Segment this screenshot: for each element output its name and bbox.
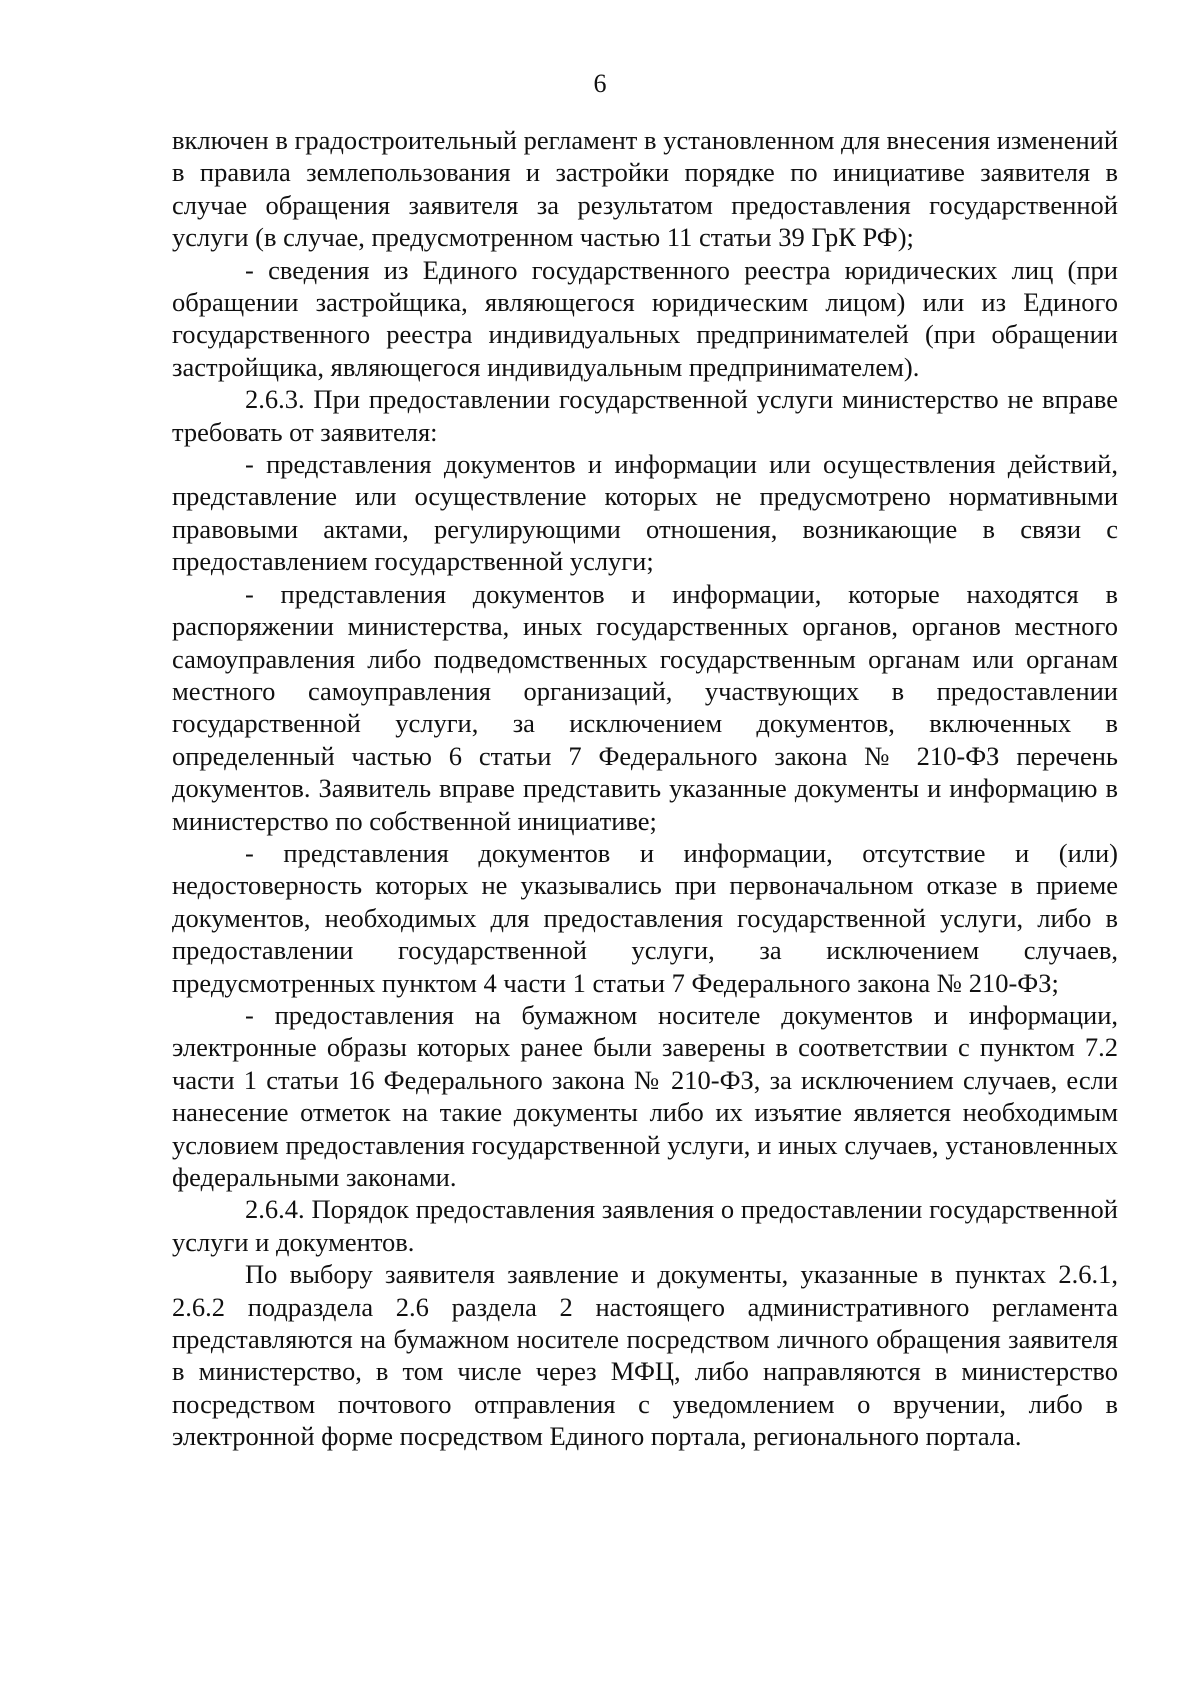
paragraph-submission-methods: По выбору заявителя заявление и документы, указанные в пунктах 2.6.1, 2.6.2 подраздела 2.6 раздела 2 настоящего административного регламента представляются на бумажном носителе посредством личного обращения заявителя в министерство, в том числе через МФЦ, либо направляются в министерство посредством почтового отправления с уведомлением о вручении, либо в электронной форме посредством Единого портала, регионального портала. bbox=[172, 1259, 1118, 1452]
document-body bbox=[172, 124, 1118, 1453]
page-number: 6 bbox=[593, 69, 607, 98]
paragraph-requirement-3: - представления документов и информации, отсутствие и (или) недостоверность которых не указывались при первоначальном отказе в приеме документов, необходимых для предоставления государственной услуги, либо в предоставлении государственной услуги, за исключением случаев, предусмотренных пунктом 4 части 1 статьи 7 Федерального закона № 210-ФЗ; bbox=[172, 837, 1118, 998]
paragraph-requirement-1: - представления документов и информации или осуществления действий, представление или осуществление которых не предусмотрено нормативными правовыми актами, регулирующими отношения, возникающие в связи с предоставлением государственной услуги; bbox=[172, 449, 1118, 577]
paragraph-requirement-4: - предоставления на бумажном носителе документов и информации, электронные образы которых ранее были заверены в соответствии с пунктом 7.2 части 1 статьи 16 Федерального закона № 210-ФЗ, за исключением случаев, если нанесение отметок на такие документы либо их изъятие является необходимым условием предоставления государственной услуги, и иных случаев, установленных федеральными законами. bbox=[172, 999, 1118, 1192]
paragraph-egrul-egrip: - сведения из Единого государственного реестра юридических лиц (при обращении застройщика, являющегося юридическим лицом) или из Единого государственного реестра индивидуальных предпринимателей (при обращении застройщика, являющегося индивидуальным предпринимателем). bbox=[172, 254, 1118, 382]
paragraph-2-6-4: 2.6.4. Порядок предоставления заявления о предоставлении государственной услуги и документов. bbox=[172, 1194, 1118, 1257]
paragraph-requirement-2: - представления документов и информации, которые находятся в распоряжении министерства, иных государственных органов, органов местного самоуправления либо подведомственных государственным органам или органам местного самоуправления организаций, участвующих в предоставлении государственной услуги, за исключением документов, включенных в определенный частью 6 статьи 7 Федерального закона № 210-ФЗ перечень документов. Заявитель вправе представить указанные документы и информацию в министерство по собственной инициативе; bbox=[172, 578, 1118, 836]
paragraph-continuation: включен в градостроительный регламент в установленном для внесения изменений в правила землепользования и застройки порядке по инициативе заявителя в случае обращения заявителя за результатом предоставления государственной услуги (в случае, предусмотренном частью 11 статьи 39 ГрК РФ); bbox=[172, 125, 1118, 253]
paragraph-2-6-3: 2.6.3. При предоставлении государственной услуги министерство не вправе требовать от заявителя: bbox=[172, 384, 1118, 447]
